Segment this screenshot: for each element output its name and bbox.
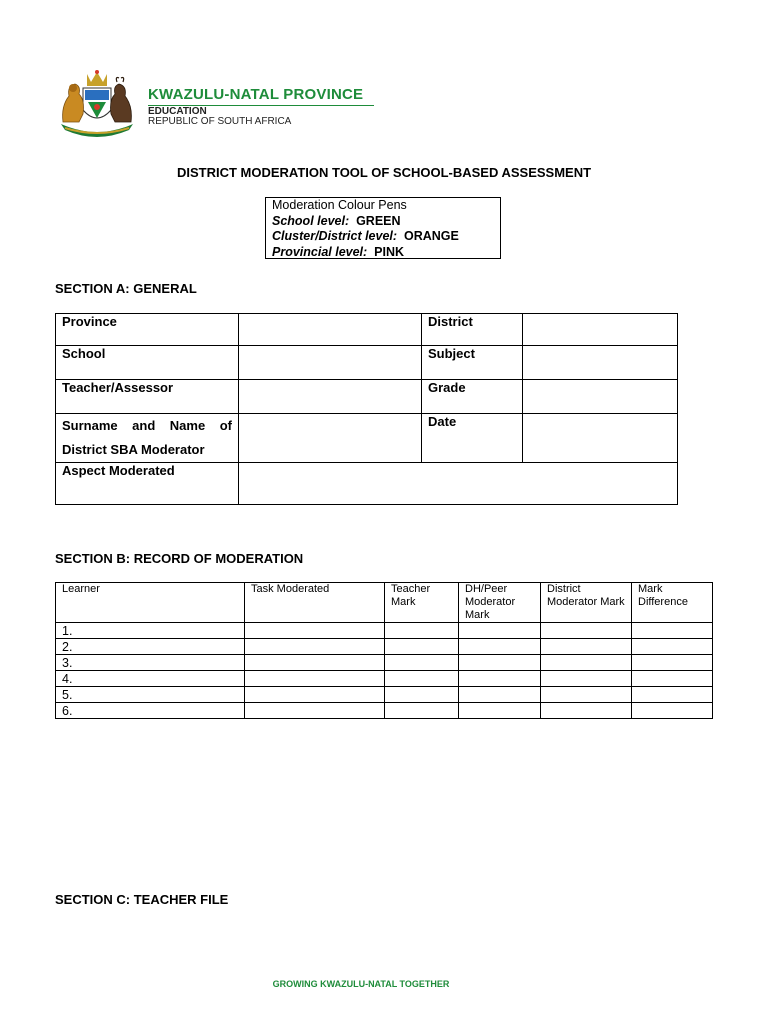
document-title: DISTRICT MODERATION TOOL OF SCHOOL-BASED ASSESSMENT bbox=[176, 165, 592, 180]
table-row bbox=[56, 703, 713, 719]
learner-cell[interactable]: 3. bbox=[56, 655, 245, 671]
section-b-heading: SECTION B: RECORD OF MODERATION bbox=[55, 551, 304, 566]
general-info-table bbox=[55, 313, 678, 505]
task-cell[interactable] bbox=[245, 655, 385, 671]
colour-pens-box bbox=[265, 197, 501, 259]
district-mark-cell[interactable] bbox=[541, 623, 632, 639]
subject-field[interactable] bbox=[523, 346, 678, 380]
district-field[interactable] bbox=[523, 314, 678, 346]
pen-level: Cluster/District level: bbox=[272, 229, 398, 243]
section-c-heading: SECTION C: TEACHER FILE bbox=[55, 892, 229, 907]
column-header-learner: Learner bbox=[56, 583, 245, 623]
date-label: Date bbox=[422, 414, 523, 463]
aspect-label: Aspect Moderated bbox=[56, 463, 239, 505]
column-header-peer-mark: DH/Peer Moderator Mark bbox=[459, 583, 541, 623]
date-field[interactable] bbox=[523, 414, 678, 463]
difference-cell[interactable] bbox=[632, 687, 713, 703]
teacher-mark-cell[interactable] bbox=[385, 703, 459, 719]
org-name: KWAZULU-NATAL PROVINCE bbox=[148, 86, 364, 103]
table-row bbox=[56, 687, 713, 703]
grade-field[interactable] bbox=[523, 380, 678, 414]
learner-cell[interactable]: 6. bbox=[56, 703, 245, 719]
province-label: Province bbox=[56, 314, 239, 346]
pen-row-school bbox=[272, 214, 500, 230]
learner-cell[interactable]: 4. bbox=[56, 671, 245, 687]
table-row bbox=[56, 671, 713, 687]
org-country: REPUBLIC OF SOUTH AFRICA bbox=[148, 116, 292, 127]
difference-cell[interactable] bbox=[632, 655, 713, 671]
task-cell[interactable] bbox=[245, 687, 385, 703]
column-header-task: Task Moderated bbox=[245, 583, 385, 623]
grade-label: Grade bbox=[422, 380, 523, 414]
peer-mark-cell[interactable] bbox=[459, 687, 541, 703]
table-row bbox=[56, 639, 713, 655]
pen-colour: GREEN bbox=[356, 213, 401, 228]
moderator-field[interactable] bbox=[239, 414, 422, 463]
province-field[interactable] bbox=[239, 314, 422, 346]
column-header-mark-difference: Mark Difference bbox=[632, 583, 713, 623]
column-header-district-mark: District Moderator Mark bbox=[541, 583, 632, 623]
school-field[interactable] bbox=[239, 346, 422, 380]
kzn-coat-of-arms-icon bbox=[55, 66, 139, 138]
teacher-mark-cell[interactable] bbox=[385, 671, 459, 687]
district-mark-cell[interactable] bbox=[541, 655, 632, 671]
district-mark-cell[interactable] bbox=[541, 687, 632, 703]
difference-cell[interactable] bbox=[632, 623, 713, 639]
learner-cell[interactable]: 2. bbox=[56, 639, 245, 655]
pen-row-provincial bbox=[272, 245, 500, 261]
learner-cell[interactable]: 1. bbox=[56, 623, 245, 639]
pen-colour: PINK bbox=[374, 244, 405, 259]
pen-level: Provincial level: bbox=[272, 244, 368, 259]
pen-colour: ORANGE bbox=[404, 229, 459, 243]
peer-mark-cell[interactable] bbox=[459, 623, 541, 639]
footer-slogan: GROWING KWAZULU-NATAL TOGETHER bbox=[272, 979, 450, 989]
moderator-label bbox=[56, 414, 239, 463]
subject-label: Subject bbox=[422, 346, 523, 380]
teacher-mark-cell[interactable] bbox=[385, 623, 459, 639]
section-a-heading: SECTION A: GENERAL bbox=[55, 281, 197, 296]
task-cell[interactable] bbox=[245, 703, 385, 719]
district-label: District bbox=[422, 314, 523, 346]
district-mark-cell[interactable] bbox=[541, 671, 632, 687]
teacher-mark-cell[interactable] bbox=[385, 639, 459, 655]
difference-cell[interactable] bbox=[632, 639, 713, 655]
difference-cell[interactable] bbox=[632, 671, 713, 687]
learner-cell[interactable]: 5. bbox=[56, 687, 245, 703]
task-cell[interactable] bbox=[245, 671, 385, 687]
teacher-mark-cell[interactable] bbox=[385, 655, 459, 671]
teacher-label: Teacher/Assessor bbox=[56, 380, 239, 414]
task-cell[interactable] bbox=[245, 623, 385, 639]
moderator-label-line1: Surname and Name of bbox=[62, 418, 232, 433]
district-mark-cell[interactable] bbox=[541, 639, 632, 655]
column-header-teacher-mark: Teacher Mark bbox=[385, 583, 459, 623]
teacher-field[interactable] bbox=[239, 380, 422, 414]
org-department: EDUCATION bbox=[148, 106, 207, 117]
moderator-label-line2: District SBA Moderator bbox=[62, 442, 205, 457]
school-label: School bbox=[56, 346, 239, 380]
pen-row-district bbox=[272, 229, 500, 245]
teacher-mark-cell[interactable] bbox=[385, 687, 459, 703]
peer-mark-cell[interactable] bbox=[459, 639, 541, 655]
table-row bbox=[56, 623, 713, 639]
difference-cell[interactable] bbox=[632, 703, 713, 719]
district-mark-cell[interactable] bbox=[541, 703, 632, 719]
peer-mark-cell[interactable] bbox=[459, 671, 541, 687]
pen-level: School level: bbox=[272, 213, 350, 228]
peer-mark-cell[interactable] bbox=[459, 655, 541, 671]
table-row bbox=[56, 655, 713, 671]
peer-mark-cell[interactable] bbox=[459, 703, 541, 719]
task-cell[interactable] bbox=[245, 639, 385, 655]
moderation-record-table bbox=[55, 582, 713, 719]
colour-pens-title: Moderation Colour Pens bbox=[272, 198, 407, 212]
aspect-field[interactable] bbox=[239, 463, 678, 505]
